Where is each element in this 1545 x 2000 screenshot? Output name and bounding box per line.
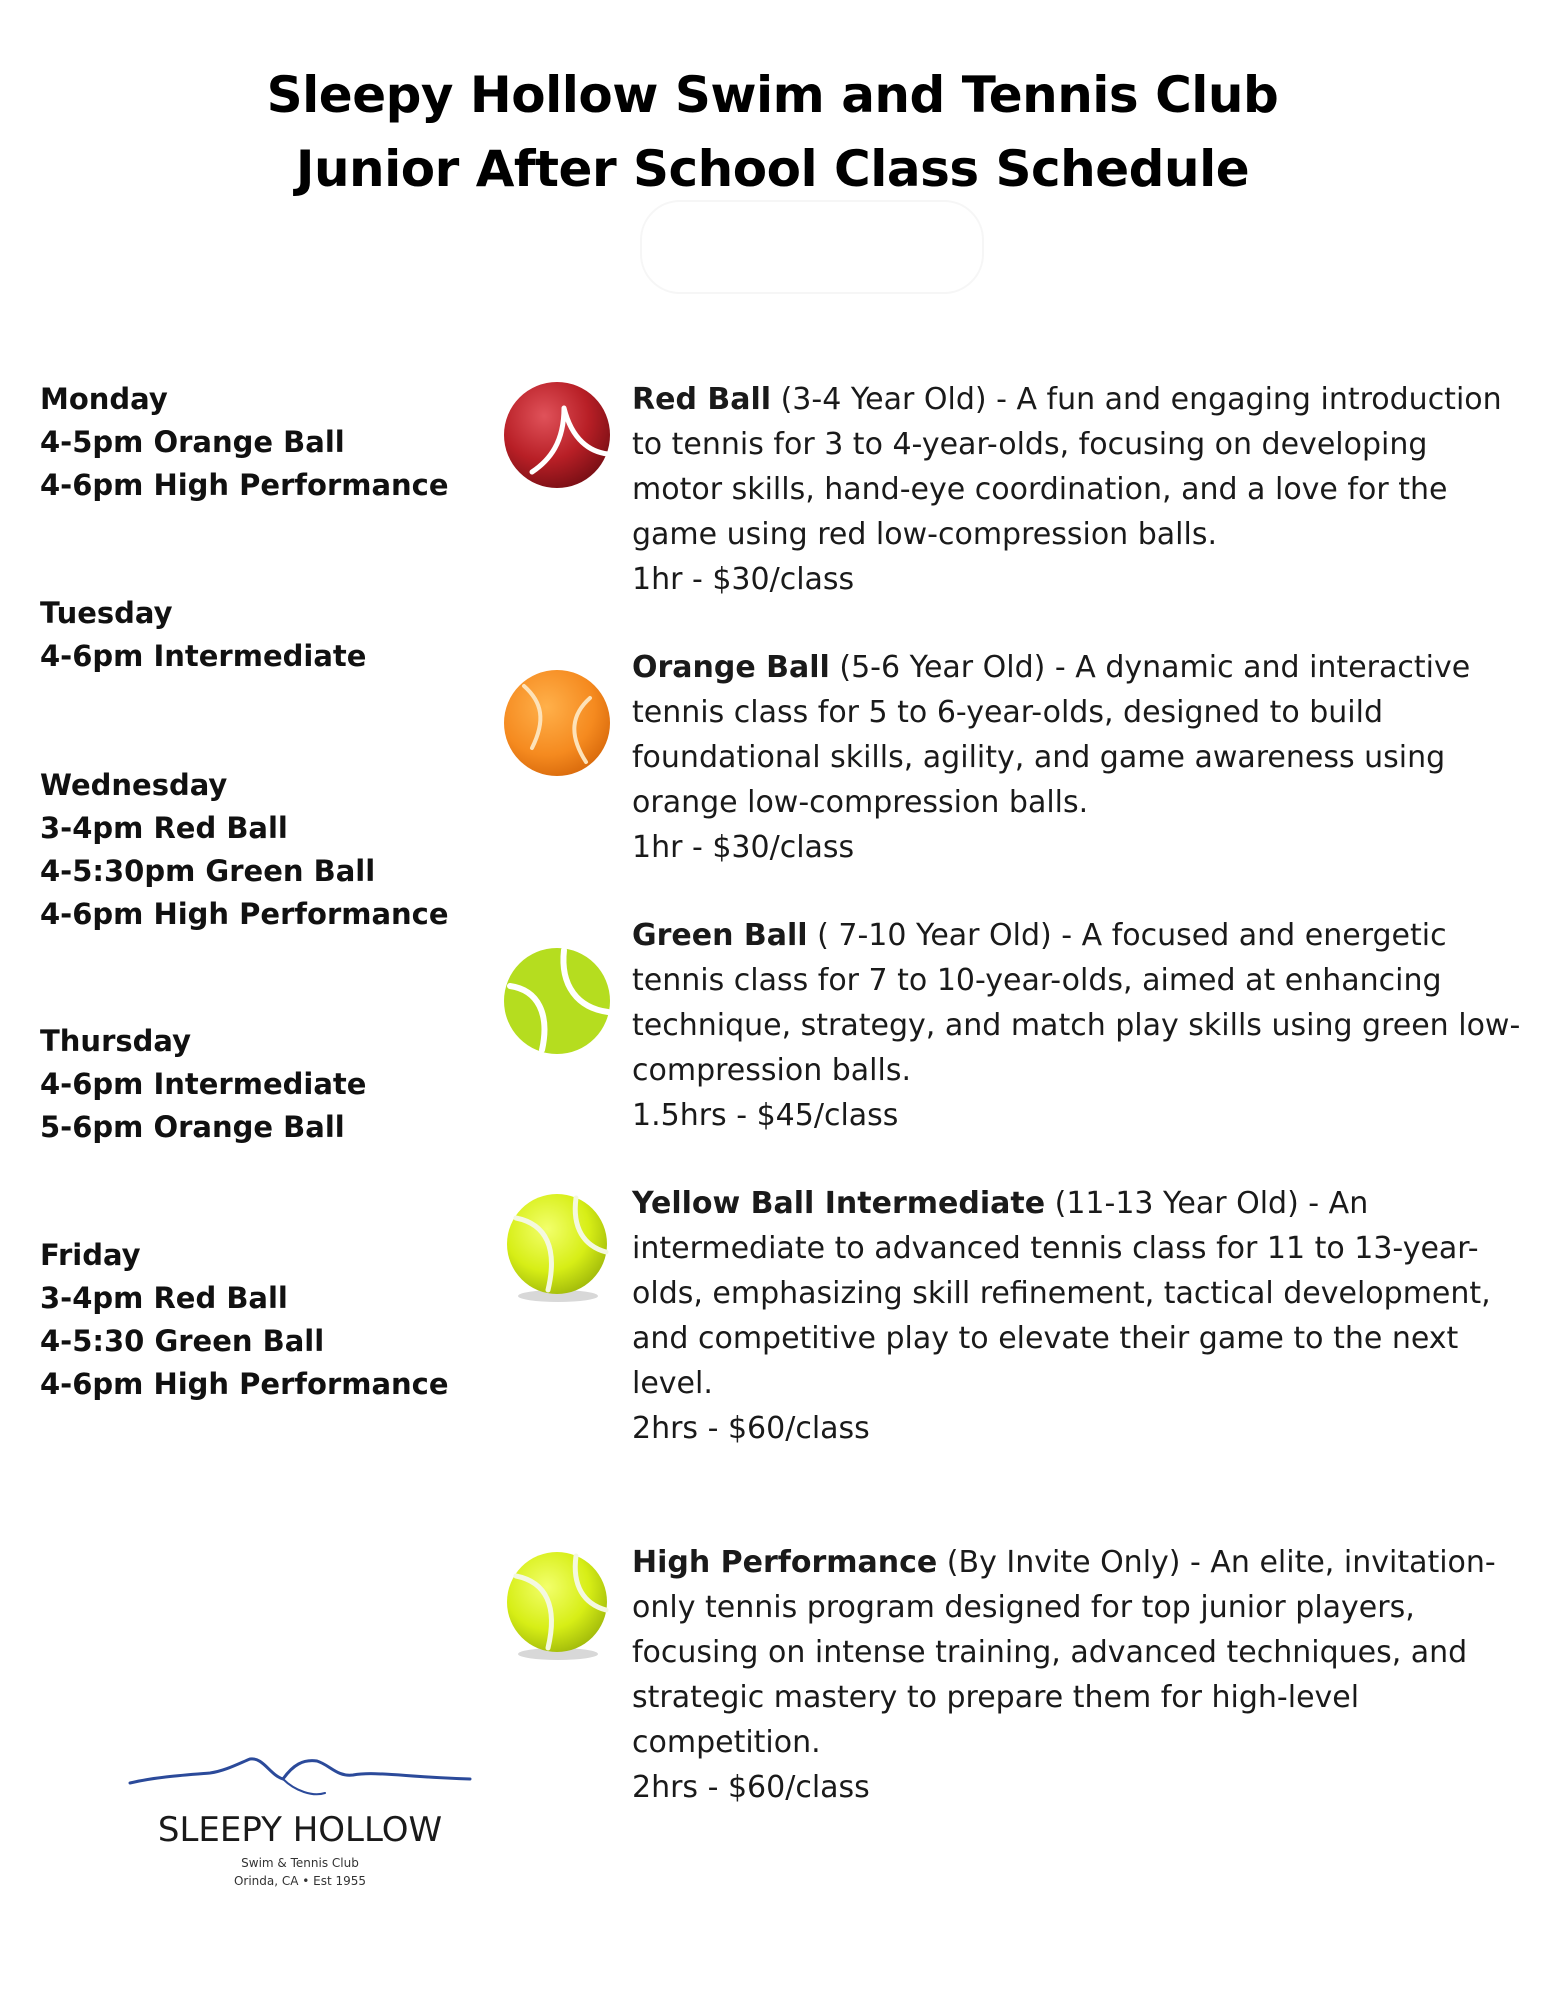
class-price: 1.5hrs - $45/class xyxy=(632,1098,899,1133)
class-price: 1hr - $30/class xyxy=(632,562,855,597)
orange-ball-icon xyxy=(502,668,612,778)
time-slot: 4-6pm High Performance xyxy=(40,468,449,502)
schedule-day-tuesday xyxy=(40,592,366,678)
time-slot: 3-4pm Red Ball xyxy=(40,1281,288,1315)
day-label: Wednesday xyxy=(40,768,228,802)
schedule-day-wednesday xyxy=(40,764,449,936)
time-slot: 4-6pm Intermediate xyxy=(40,1067,367,1101)
title-line-1: Sleepy Hollow Swim and Tennis Club xyxy=(266,66,1279,124)
class-name: Yellow Ball Intermediate xyxy=(632,1186,1046,1221)
red-ball-icon xyxy=(502,380,612,490)
page-title xyxy=(0,58,1545,206)
class-orange-ball xyxy=(632,645,1522,870)
green-ball-icon xyxy=(502,946,612,1056)
time-slot: 4-5pm Orange Ball xyxy=(40,425,345,459)
class-name: Green Ball xyxy=(632,918,808,953)
day-label: Monday xyxy=(40,382,168,416)
class-details: (5-6 Year Old) - A dynamic and interactive tennis class for 5 to 6-year-olds, designed to build foundational skills, agility, and game awareness using orange low-compression balls. xyxy=(632,650,1471,820)
time-slot: 4-5:30 Green Ball xyxy=(40,1324,325,1358)
time-slot: 3-4pm Red Ball xyxy=(40,811,288,845)
sleepy-hollow-logo xyxy=(125,1755,475,1905)
class-name: Red Ball xyxy=(632,382,772,417)
time-slot: 4-6pm High Performance xyxy=(40,897,449,931)
class-price: 1hr - $30/class xyxy=(632,830,855,865)
class-details: (11-13 Year Old) - An intermediate to advanced tennis class for 11 to 13-year-olds, emphasizing skill refinement, tactical development, and competitive play to elevate their game to the next level. xyxy=(632,1186,1491,1401)
yellow-ball-icon xyxy=(502,1550,612,1662)
class-high-performance xyxy=(632,1540,1522,1810)
time-slot: 4-6pm High Performance xyxy=(40,1367,449,1401)
class-details: (3-4 Year Old) - A fun and engaging introduction to tennis for 3 to 4-year-olds, focusing on developing motor skills, hand-eye coordination, and a love for the game using red low-compression balls. xyxy=(632,382,1502,552)
day-label: Tuesday xyxy=(40,596,173,630)
class-description xyxy=(632,645,1522,825)
schedule-day-friday xyxy=(40,1234,449,1406)
class-yellow-ball-intermediate xyxy=(632,1181,1522,1451)
time-slot: 4-5:30pm Green Ball xyxy=(40,854,376,888)
class-description xyxy=(632,377,1522,557)
time-slot: 5-6pm Orange Ball xyxy=(40,1110,345,1144)
class-details: ( 7-10 Year Old) - A focused and energetic tennis class for 7 to 10-year-olds, aimed at enhancing technique, strategy, and match play skills using green low-compression balls. xyxy=(632,918,1521,1088)
logo-name: SLEEPY HOLLOW xyxy=(157,1810,443,1850)
title-line-2: Junior After School Class Schedule xyxy=(295,140,1250,198)
day-label: Friday xyxy=(40,1238,141,1272)
class-name: Orange Ball xyxy=(632,650,830,685)
class-description xyxy=(632,913,1522,1093)
schedule-day-monday xyxy=(40,378,449,507)
class-details: (By Invite Only) - An elite, invitation-only tennis program designed for top junior players, focusing on intense training, advanced techniques, and strategic mastery to prepare them for high-level competition. xyxy=(632,1545,1496,1760)
class-description xyxy=(632,1540,1522,1765)
yellow-ball-icon xyxy=(502,1192,612,1304)
logo-subtitle: Swim & Tennis Club xyxy=(241,1856,359,1870)
class-description xyxy=(632,1181,1522,1406)
schedule-day-thursday xyxy=(40,1020,366,1149)
time-slot: 4-6pm Intermediate xyxy=(40,639,367,673)
class-name: High Performance xyxy=(632,1545,938,1580)
logo-location: Orinda, CA • Est 1955 xyxy=(233,1874,367,1888)
day-label: Thursday xyxy=(40,1024,191,1058)
class-price: 2hrs - $60/class xyxy=(632,1770,870,1805)
faint-watermark xyxy=(640,200,984,294)
class-price: 2hrs - $60/class xyxy=(632,1411,870,1446)
class-red-ball xyxy=(632,377,1522,602)
class-green-ball xyxy=(632,913,1522,1138)
